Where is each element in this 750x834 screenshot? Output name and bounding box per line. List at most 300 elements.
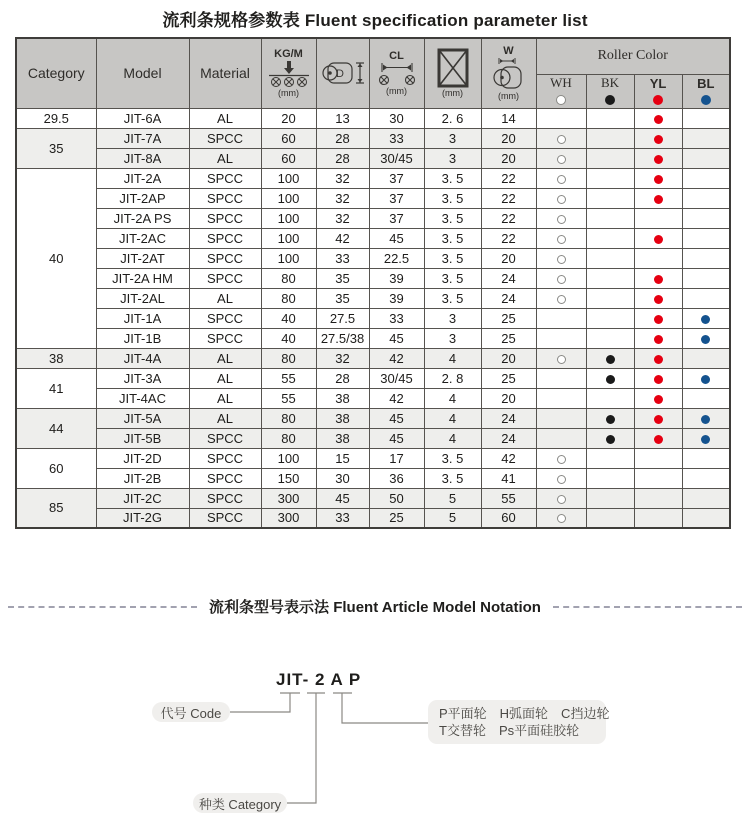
kgm-unit: (mm)	[278, 87, 299, 98]
t-cell: 3	[424, 308, 481, 328]
roller-color-cell-bk	[586, 388, 634, 408]
table-row	[16, 468, 730, 488]
yl-dot	[654, 415, 663, 424]
table-row	[16, 208, 730, 228]
category-label-pill: 种类 Category	[193, 793, 287, 813]
bl-dot	[701, 315, 710, 324]
roller-color-cell-bk	[586, 208, 634, 228]
table-row	[16, 188, 730, 208]
w-cell: 25	[481, 308, 536, 328]
center-distance-icon	[374, 63, 420, 86]
roller-color-cell-bk	[586, 108, 634, 128]
bk-dot	[606, 375, 615, 384]
wh-dot	[557, 195, 566, 204]
roller-color-cell-bk	[586, 408, 634, 428]
spec-table	[15, 37, 731, 529]
yl-legend-dot	[653, 95, 663, 105]
roller-color-cell-bl	[682, 348, 730, 368]
w-cell: 24	[481, 428, 536, 448]
wh-label: WH	[550, 75, 572, 90]
t-cell: 4	[424, 428, 481, 448]
t-cell: 4	[424, 408, 481, 428]
bk-dot	[606, 415, 615, 424]
roller-color-cell-bl	[682, 228, 730, 248]
roller-color-cell-yl	[634, 368, 682, 388]
table-row	[16, 168, 730, 188]
cl-cell: 33	[369, 308, 424, 328]
yl-dot	[654, 395, 663, 404]
material-cell: SPCC	[189, 128, 261, 148]
roller-color-cell-yl	[634, 288, 682, 308]
header-wh	[536, 74, 586, 108]
kgm-label: KG/M	[274, 47, 303, 60]
model-cell: JIT-6A	[96, 108, 189, 128]
kgm-cell: 100	[261, 448, 316, 468]
table-row	[16, 248, 730, 268]
category-cell: 40	[16, 168, 96, 348]
kgm-cell: 300	[261, 488, 316, 508]
roller-color-cell-wh	[536, 448, 586, 468]
w-cell: 24	[481, 288, 536, 308]
w-cell: 24	[481, 268, 536, 288]
roller-color-cell-wh	[536, 268, 586, 288]
roller-diameter-icon	[319, 58, 367, 88]
w-unit: (mm)	[498, 90, 519, 101]
roller-color-cell-bl	[682, 208, 730, 228]
t-cell: 3	[424, 328, 481, 348]
roller-color-cell-bl	[682, 368, 730, 388]
cl-cell: 30/45	[369, 368, 424, 388]
cl-cell: 39	[369, 288, 424, 308]
header-load-capacity	[261, 38, 316, 108]
model-cell: JIT-2AP	[96, 188, 189, 208]
w-cell: 24	[481, 408, 536, 428]
w-cell: 60	[481, 508, 536, 528]
roller-color-cell-yl	[634, 148, 682, 168]
roller-color-cell-yl	[634, 168, 682, 188]
cl-cell: 33	[369, 128, 424, 148]
header-roller-color: Roller Color	[536, 38, 730, 74]
d-label: D	[335, 68, 344, 81]
kgm-cell: 100	[261, 228, 316, 248]
model-cell: JIT-2A PS	[96, 208, 189, 228]
roller-color-cell-bk	[586, 428, 634, 448]
d-cell: 28	[316, 368, 369, 388]
wh-dot	[557, 215, 566, 224]
roller-color-cell-yl	[634, 468, 682, 488]
bl-dot	[701, 375, 710, 384]
roller-color-cell-bk	[586, 348, 634, 368]
kgm-cell: 150	[261, 468, 316, 488]
cl-cell: 45	[369, 228, 424, 248]
d-cell: 13	[316, 108, 369, 128]
roller-color-cell-bk	[586, 148, 634, 168]
yl-dot	[654, 295, 663, 304]
table-row	[16, 428, 730, 448]
d-cell: 38	[316, 388, 369, 408]
material-cell: AL	[189, 108, 261, 128]
table-row	[16, 368, 730, 388]
category-cell: 29.5	[16, 108, 96, 128]
roller-color-cell-bl	[682, 508, 730, 528]
model-cell: JIT-8A	[96, 148, 189, 168]
w-label: W	[503, 44, 514, 57]
cl-cell: 50	[369, 488, 424, 508]
roller-color-cell-bl	[682, 468, 730, 488]
roller-color-cell-wh	[536, 428, 586, 448]
bl-legend-dot	[701, 95, 711, 105]
model-cell: JIT-2A	[96, 168, 189, 188]
wh-dot	[557, 475, 566, 484]
model-cell: JIT-1A	[96, 308, 189, 328]
roller-color-cell-wh	[536, 488, 586, 508]
t-cell: 3. 5	[424, 248, 481, 268]
t-cell: 3. 5	[424, 268, 481, 288]
notation-connector-lines	[0, 640, 750, 834]
material-cell: SPCC	[189, 268, 261, 288]
t-cell: 5	[424, 508, 481, 528]
roller-color-cell-bl	[682, 448, 730, 468]
d-cell: 15	[316, 448, 369, 468]
category-cell: 35	[16, 128, 96, 168]
roller-color-cell-bl	[682, 288, 730, 308]
model-cell: JIT-2A HM	[96, 268, 189, 288]
roller-color-cell-yl	[634, 248, 682, 268]
bk-legend-dot	[605, 95, 615, 105]
wheel-types-line2: T交替轮 Ps平面硅胶轮	[439, 723, 580, 738]
roller-color-cell-bl	[682, 108, 730, 128]
roller-color-cell-bk	[586, 448, 634, 468]
table-row	[16, 388, 730, 408]
cl-cell: 37	[369, 168, 424, 188]
roller-color-cell-wh	[536, 328, 586, 348]
w-cell: 22	[481, 228, 536, 248]
d-cell: 27.5	[316, 308, 369, 328]
d-cell: 28	[316, 148, 369, 168]
bk-label: BK	[600, 75, 620, 90]
material-cell: SPCC	[189, 508, 261, 528]
wh-dot	[557, 355, 566, 364]
t-cell: 3	[424, 128, 481, 148]
model-cell: JIT-3A	[96, 368, 189, 388]
cl-cell: 30	[369, 108, 424, 128]
material-cell: SPCC	[189, 488, 261, 508]
roller-color-cell-wh	[536, 308, 586, 328]
w-cell: 20	[481, 388, 536, 408]
roller-color-cell-yl	[634, 268, 682, 288]
header-bk	[586, 74, 634, 108]
model-cell: JIT-2AL	[96, 288, 189, 308]
bl-dot	[701, 335, 710, 344]
roller-color-cell-yl	[634, 328, 682, 348]
header-material: Material	[189, 38, 261, 108]
cl-cell: 37	[369, 188, 424, 208]
kgm-cell: 80	[261, 268, 316, 288]
t-cell: 3. 5	[424, 228, 481, 248]
yl-dot	[654, 435, 663, 444]
kgm-cell: 55	[261, 368, 316, 388]
roller-color-cell-bk	[586, 228, 634, 248]
cl-cell: 37	[369, 208, 424, 228]
d-cell: 27.5/38	[316, 328, 369, 348]
d-cell: 32	[316, 168, 369, 188]
header-width	[481, 38, 536, 108]
yl-dot	[654, 335, 663, 344]
model-cell: JIT-2C	[96, 488, 189, 508]
kgm-cell: 100	[261, 208, 316, 228]
cl-cell: 36	[369, 468, 424, 488]
header-yl	[634, 74, 682, 108]
cl-cell: 25	[369, 508, 424, 528]
material-cell: AL	[189, 408, 261, 428]
material-cell: SPCC	[189, 168, 261, 188]
yl-dot	[654, 275, 663, 284]
table-row	[16, 308, 730, 328]
cl-cell: 17	[369, 448, 424, 468]
header-center-distance	[369, 38, 424, 108]
material-cell: SPCC	[189, 188, 261, 208]
t-cell: 3. 5	[424, 468, 481, 488]
category-cell: 44	[16, 408, 96, 448]
table-row	[16, 108, 730, 128]
roller-color-cell-yl	[634, 428, 682, 448]
cl-cell: 42	[369, 388, 424, 408]
kgm-cell: 80	[261, 408, 316, 428]
wh-dot	[557, 155, 566, 164]
spec-table-wrap	[15, 37, 731, 529]
roller-color-cell-wh	[536, 248, 586, 268]
t-cell: 3. 5	[424, 188, 481, 208]
yl-dot	[654, 315, 663, 324]
w-cell: 14	[481, 108, 536, 128]
wh-dot	[557, 175, 566, 184]
roller-color-cell-bk	[586, 328, 634, 348]
roller-color-cell-wh	[536, 368, 586, 388]
model-example-text: JIT- 2 A P	[276, 670, 362, 689]
kgm-cell: 40	[261, 328, 316, 348]
model-cell: JIT-5B	[96, 428, 189, 448]
roller-color-cell-bl	[682, 328, 730, 348]
t-cell: 4	[424, 388, 481, 408]
roller-color-cell-yl	[634, 108, 682, 128]
table-row	[16, 508, 730, 528]
t-cell: 4	[424, 348, 481, 368]
divider-dash-left	[8, 606, 197, 608]
table-row	[16, 148, 730, 168]
width-icon	[489, 58, 529, 91]
w-cell: 20	[481, 128, 536, 148]
w-cell: 20	[481, 248, 536, 268]
kgm-cell: 100	[261, 188, 316, 208]
wh-dot	[557, 255, 566, 264]
roller-color-cell-bk	[586, 128, 634, 148]
t-cell: 2. 6	[424, 108, 481, 128]
kgm-cell: 60	[261, 148, 316, 168]
roller-color-cell-wh	[536, 168, 586, 188]
t-cell: 3. 5	[424, 448, 481, 468]
cl-cell: 45	[369, 428, 424, 448]
roller-color-cell-yl	[634, 188, 682, 208]
yl-dot	[654, 355, 663, 364]
section-divider	[8, 596, 742, 617]
table-row	[16, 128, 730, 148]
roller-color-cell-bl	[682, 388, 730, 408]
roller-color-cell-yl	[634, 308, 682, 328]
kgm-cell: 20	[261, 108, 316, 128]
material-cell: SPCC	[189, 308, 261, 328]
roller-color-cell-bk	[586, 168, 634, 188]
roller-color-cell-yl	[634, 448, 682, 468]
cl-unit: (mm)	[386, 85, 407, 96]
w-cell: 25	[481, 328, 536, 348]
w-cell: 22	[481, 188, 536, 208]
table-row	[16, 268, 730, 288]
bl-dot	[701, 415, 710, 424]
yl-dot	[654, 115, 663, 124]
roller-color-cell-yl	[634, 228, 682, 248]
d-cell: 33	[316, 508, 369, 528]
table-row	[16, 448, 730, 468]
t-cell: 3. 5	[424, 208, 481, 228]
d-cell: 32	[316, 208, 369, 228]
roller-color-cell-bl	[682, 128, 730, 148]
roller-color-cell-bl	[682, 148, 730, 168]
material-cell: SPCC	[189, 328, 261, 348]
roller-color-cell-wh	[536, 208, 586, 228]
roller-color-cell-wh	[536, 188, 586, 208]
kgm-cell: 300	[261, 508, 316, 528]
kgm-cell: 100	[261, 248, 316, 268]
wh-dot	[557, 235, 566, 244]
d-cell: 28	[316, 128, 369, 148]
d-cell: 38	[316, 408, 369, 428]
roller-color-cell-yl	[634, 508, 682, 528]
t-cell: 3	[424, 148, 481, 168]
d-cell: 33	[316, 248, 369, 268]
roller-color-cell-yl	[634, 488, 682, 508]
header-bl	[682, 74, 730, 108]
wh-legend-dot	[556, 95, 566, 105]
w-cell: 55	[481, 488, 536, 508]
yl-dot	[654, 375, 663, 384]
category-cell: 41	[16, 368, 96, 408]
roller-color-cell-bk	[586, 368, 634, 388]
model-cell: JIT-2G	[96, 508, 189, 528]
model-cell: JIT-7A	[96, 128, 189, 148]
bk-dot	[606, 355, 615, 364]
roller-color-cell-bk	[586, 288, 634, 308]
model-cell: JIT-2B	[96, 468, 189, 488]
w-cell: 42	[481, 448, 536, 468]
material-cell: SPCC	[189, 468, 261, 488]
cl-cell: 45	[369, 328, 424, 348]
material-cell: AL	[189, 348, 261, 368]
table-row	[16, 328, 730, 348]
roller-color-cell-wh	[536, 108, 586, 128]
thickness-icon	[435, 48, 471, 88]
bk-dot	[606, 435, 615, 444]
header-category: Category	[16, 38, 96, 108]
material-cell: SPCC	[189, 208, 261, 228]
t-cell: 2. 8	[424, 368, 481, 388]
d-cell: 38	[316, 428, 369, 448]
table-row	[16, 288, 730, 308]
t-cell: 3. 5	[424, 288, 481, 308]
yl-dot	[654, 155, 663, 164]
wheel-types-line1: P平面轮 H弧面轮 C挡边轮	[439, 706, 610, 721]
roller-color-cell-wh	[536, 348, 586, 368]
d-cell: 35	[316, 288, 369, 308]
roller-color-cell-yl	[634, 348, 682, 368]
d-cell: 45	[316, 488, 369, 508]
t-cell: 5	[424, 488, 481, 508]
roller-color-cell-yl	[634, 388, 682, 408]
w-cell: 25	[481, 368, 536, 388]
d-cell: 30	[316, 468, 369, 488]
cl-cell: 45	[369, 408, 424, 428]
w-cell: 41	[481, 468, 536, 488]
wheel-types-box	[428, 700, 610, 744]
bl-label: BL	[697, 76, 715, 91]
material-cell: SPCC	[189, 428, 261, 448]
category-cell: 38	[16, 348, 96, 368]
cl-cell: 30/45	[369, 148, 424, 168]
load-capacity-icon	[266, 61, 312, 88]
model-cell: JIT-1B	[96, 328, 189, 348]
w-cell: 20	[481, 148, 536, 168]
material-cell: AL	[189, 148, 261, 168]
roller-color-cell-yl	[634, 208, 682, 228]
material-cell: AL	[189, 388, 261, 408]
roller-color-cell-wh	[536, 148, 586, 168]
page-title: 流利条规格参数表 Fluent specification parameter list	[162, 11, 588, 30]
roller-color-cell-wh	[536, 228, 586, 248]
roller-color-cell-wh	[536, 388, 586, 408]
model-cell: JIT-5A	[96, 408, 189, 428]
kgm-cell: 80	[261, 288, 316, 308]
roller-color-cell-bl	[682, 408, 730, 428]
cl-cell: 39	[369, 268, 424, 288]
yl-label: YL	[649, 76, 667, 91]
model-cell: JIT-2D	[96, 448, 189, 468]
cl-cell: 42	[369, 348, 424, 368]
w-cell: 22	[481, 208, 536, 228]
table-row	[16, 488, 730, 508]
wh-dot	[557, 135, 566, 144]
category-cell: 60	[16, 448, 96, 488]
roller-color-cell-bl	[682, 268, 730, 288]
model-cell: JIT-4AC	[96, 388, 189, 408]
roller-color-cell-bl	[682, 308, 730, 328]
table-row	[16, 348, 730, 368]
roller-color-cell-wh	[536, 508, 586, 528]
wh-dot	[557, 495, 566, 504]
roller-color-cell-bl	[682, 168, 730, 188]
model-notation-diagram	[0, 640, 750, 834]
d-cell: 42	[316, 228, 369, 248]
model-cell: JIT-2AT	[96, 248, 189, 268]
material-cell: SPCC	[189, 448, 261, 468]
d-cell: 35	[316, 268, 369, 288]
roller-color-cell-yl	[634, 128, 682, 148]
code-label-pill: 代号 Code	[152, 702, 230, 722]
kgm-cell: 55	[261, 388, 316, 408]
wh-dot	[557, 514, 566, 523]
table-row	[16, 408, 730, 428]
roller-color-cell-bk	[586, 268, 634, 288]
roller-color-cell-wh	[536, 128, 586, 148]
kgm-cell: 40	[261, 308, 316, 328]
